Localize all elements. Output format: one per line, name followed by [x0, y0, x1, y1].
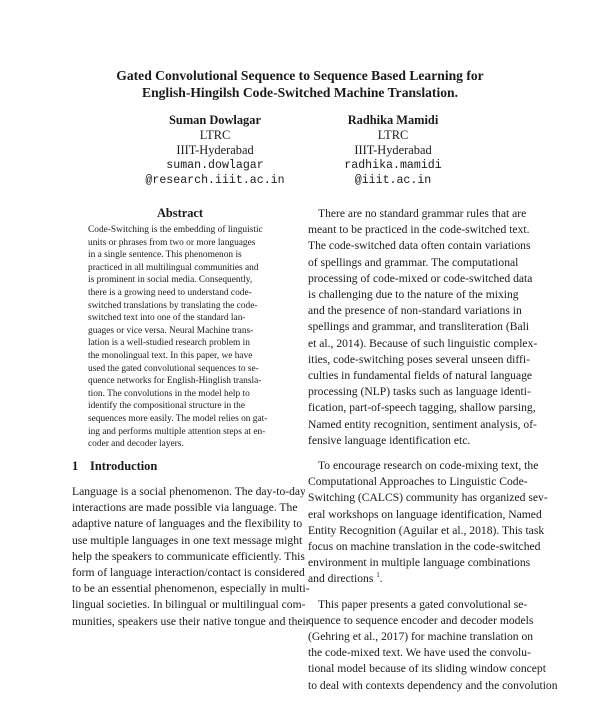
author-institute: IIIT-Hyderabad: [354, 143, 432, 157]
text-line: focus on machine translation in the code-switched: [308, 540, 541, 554]
text-line: Switching (CALCS) community has organized sev-: [308, 491, 548, 505]
abstract-line: is prominent in social media. Consequently,: [88, 275, 253, 286]
author-block-2: [303, 113, 483, 188]
text-line: To encourage research on code-mixing text, the: [318, 459, 539, 473]
section-number: 1: [72, 459, 79, 473]
text-line: the code-mixed text. We have used the convolu-: [308, 646, 531, 660]
abstract-line: identify the compositional structure in the: [88, 401, 245, 412]
intro-line: lingual societies. In bilingual or multilingual com-: [72, 598, 306, 612]
text-line: tional model because of its sliding window concept: [308, 662, 546, 676]
text-line: eral workshops on language identification, Named: [308, 507, 542, 521]
text-fragment: and directions: [308, 572, 374, 586]
intro-line: form of language interaction/contact is considered: [72, 566, 305, 580]
intro-line: use multiple languages in one text message might: [72, 533, 303, 547]
abstract-line: quence networks for English-Hinglish transla-: [88, 376, 262, 387]
abstract-line: switched text into one of the standard lan-: [88, 313, 246, 324]
text-line: et al., 2014). Because of such linguistic complex-: [308, 336, 538, 350]
text-line: of spellings and grammar. The computational: [308, 255, 519, 269]
abstract-line: lation is a well-studied research problem in: [88, 338, 250, 349]
author-email-domain: @iiit.ac.in: [354, 174, 432, 187]
abstract-line: Code-Switching is the embedding of linguistic: [88, 225, 263, 235]
text-line: This paper presents a gated convolutional se-: [318, 597, 528, 611]
text-line: spellings and grammar, and transliteration (Bali: [308, 320, 530, 334]
author-name: Suman Dowlagar: [169, 113, 261, 127]
intro-line: adaptive nature of languages and the flexibility to: [72, 517, 303, 531]
author-affiliation: LTRC: [377, 128, 409, 142]
abstract-line: coder and decoder layers.: [88, 439, 184, 450]
author-affiliation: LTRC: [199, 128, 231, 142]
text-line: Computational Approaches to Linguistic Code-: [308, 475, 528, 489]
abstract-line: guages or vice versa. Neural Machine trans-: [88, 325, 254, 336]
abstract-line: in a single sentence. This phenomenon is: [88, 250, 242, 261]
text-line: and the presence of non-standard variations in: [308, 304, 522, 318]
abstract-line: sequences more easily. The model relies on gat-: [88, 413, 268, 424]
author-email-user: radhika.mamidi: [344, 159, 442, 172]
text-line: There are no standard grammar rules that are: [318, 207, 527, 220]
intro-line: help the speakers to communicate efficiently. This: [72, 549, 305, 563]
section-heading-introduction: [72, 459, 157, 474]
title-line-2: English-Hingilsh Code-Switched Machine Translation.: [142, 85, 458, 100]
text-line: Entity Recognition (Aguilar et al., 2018). This task: [308, 523, 545, 537]
abstract-line: the monolingual text. In this paper, we have: [88, 350, 253, 361]
text-line-last: [308, 571, 530, 587]
text-line: fensive language identification etc.: [308, 433, 471, 447]
text-line: to deal with contexts dependency and the convolution: [308, 678, 558, 692]
author-email-domain: @research.iiit.ac.in: [145, 174, 285, 187]
text-line: processing (NLP) tasks such as language identi-: [308, 385, 531, 399]
text-line: (Gehring et al., 2017) for machine translation on: [308, 630, 534, 644]
author-email-user: suman.dowlagar: [166, 159, 264, 172]
text-line: environment in multiple language combinations: [308, 556, 531, 570]
abstract-line: tion. The convolutions in the model help to: [88, 388, 250, 399]
intro-line: munities, speakers use their native tongue and their: [72, 614, 310, 628]
abstract-line: units or phrases from two or more languages: [88, 237, 256, 248]
intro-line: to be an essential phenomenon, especially in multi-: [72, 582, 310, 596]
paragraph-grammar: [308, 206, 538, 449]
intro-line: Language is a social phenomenon. The day-to-day: [72, 485, 306, 498]
introduction-body: [72, 484, 310, 630]
section-title: Introduction: [90, 459, 158, 473]
author-block-1: [125, 113, 305, 188]
text-line: is challenging due to the nature of the mixing: [308, 288, 519, 302]
text-line: quence to sequence encoder and decoder models: [308, 613, 534, 627]
author-name: Radhika Mamidi: [347, 113, 439, 127]
text-line: Named entity recognition, sentiment analysis, of-: [308, 417, 537, 431]
right-column-body: [308, 206, 558, 703]
paragraph-contribution: [308, 597, 558, 694]
text-line: culties in fundamental fields of natural language: [308, 369, 533, 383]
abstract-heading: Abstract: [156, 206, 204, 220]
paragraph-calcs: [308, 458, 548, 588]
abstract-line: used the gated convolutional sequences to se-: [88, 363, 259, 374]
abstract-line: ing and performs multiple attention steps at en-: [88, 426, 266, 437]
text-line: ities, code-switching poses several unseen diffi-: [308, 352, 530, 366]
text-line: The code-switched data often contain variations: [308, 239, 531, 253]
title-line-1: Gated Convolutional Sequence to Sequence Based Learning for: [116, 68, 484, 83]
abstract-body: [88, 224, 278, 451]
text-line: meant to be practiced in the code-switched text.: [308, 223, 530, 237]
paper-title: [70, 67, 530, 101]
abstract-line: practiced in all multilingual communities and: [88, 262, 259, 273]
intro-line: interactions are made possible via language. The: [72, 501, 298, 515]
abstract-line: switched translations by translating the code-: [88, 300, 258, 311]
footnote-marker[interactable]: 1: [376, 571, 380, 580]
text-line: fication, part-of-speech tagging, shallow parsing,: [308, 401, 536, 415]
author-institute: IIIT-Hyderabad: [176, 143, 254, 157]
abstract-line: there is a growing need to understand code-: [88, 287, 252, 298]
text-fragment-end: .: [379, 572, 383, 586]
text-line: processing of code-mixed or code-switched data: [308, 271, 533, 285]
